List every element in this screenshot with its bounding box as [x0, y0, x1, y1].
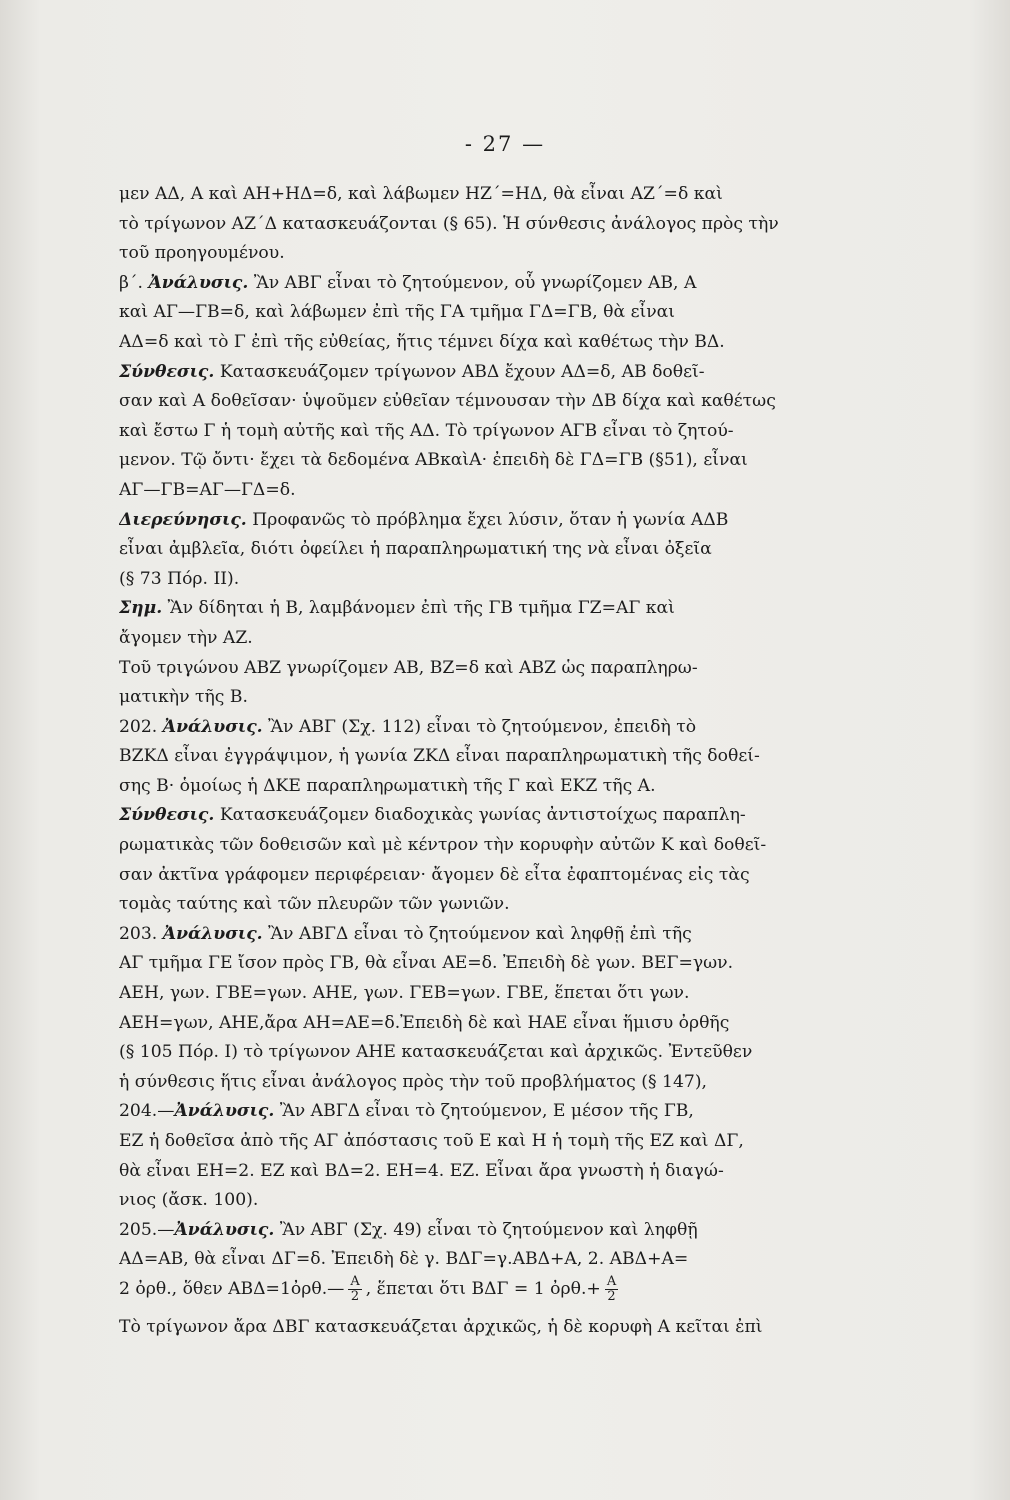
text-line — [119, 1127, 879, 1157]
paragraph-prefix: β΄. — [119, 272, 149, 293]
text-line — [119, 1068, 879, 1098]
line-text: Προφανῶς τὸ πρόβλημα ἔχει λύσιν, ὅταν ἡ γωνία ΑΔΒ — [246, 509, 729, 530]
line-text: σαν ἀκτῖνα γράφομεν περιφέρειαν· ἄγομεν δὲ εἶτα ἐφαπτομένας εἰς τὰς — [119, 864, 750, 885]
text-line — [119, 1216, 879, 1246]
line-text: Ἂν ΑΒΓ (Σχ. 49) εἶναι τὸ ζητούμενον καὶ ληφθῇ — [274, 1219, 698, 1240]
page-number: - 27 — — [464, 132, 546, 156]
line-text: Κατασκευάζομεν διαδοχικὰς γωνίας ἀντιστοίχως παραπλη- — [214, 805, 746, 826]
fraction-denominator: 2 — [350, 1288, 360, 1304]
text-line — [119, 358, 879, 388]
text-line — [119, 594, 879, 624]
text-line — [119, 1186, 879, 1216]
text-line — [119, 210, 879, 240]
text-line — [119, 713, 879, 743]
text-line — [119, 683, 879, 713]
text-lines — [119, 180, 879, 1275]
section-heading: Σημ. — [119, 598, 163, 619]
line-text: Ἂν ΑΒΓ εἶναι τὸ ζητούμενον, οὗ γνωρίζομεν ΑΒ, Α — [248, 272, 697, 293]
text-line — [119, 269, 879, 299]
text-line — [119, 772, 879, 802]
line-text: μεν ΑΔ, Α καὶ ΑΗ+ΗΔ=δ, καὶ λάβωμεν ΗΖ΄=ΗΔ, θὰ εἶναι ΑΖ΄=δ καὶ — [119, 184, 723, 204]
text-line — [119, 654, 879, 684]
body-text — [119, 180, 879, 1342]
line-text: Ἂν ΑΒΓΔ εἶναι τὸ ζητούμενον, Ε μέσον τῆς ΓΒ, — [274, 1101, 694, 1122]
line-text: ἡ σύνθεσις ἥτις εἶναι ἀνάλογος πρὸς τὴν τοῦ προβλήματος (§ 147), — [119, 1071, 708, 1092]
formula-part-2: , ἕπεται ὅτι ΒΔΓ = 1 ὀρθ.+ — [365, 1278, 601, 1299]
line-text: μενον. Τῷ ὄντι· ἔχει τὰ δεδομένα ΑΒκαὶΑ· ἐπειδὴ δὲ ΓΔ=ΓΒ (§51), εἶναι — [119, 450, 748, 471]
line-text: καὶ ΑΓ—ΓΒ=δ, καὶ λάβωμεν ἐπὶ τῆς ΓΑ τμῆμα ΓΔ=ΓΒ, θὰ εἶναι — [119, 302, 676, 323]
section-heading: Ἀνάλυσις. — [174, 1219, 275, 1240]
line-text: τομὰς ταύτης καὶ τῶν πλευρῶν τῶν γωνιῶν. — [119, 894, 510, 915]
text-line — [119, 328, 879, 358]
line-text: σαν καὶ Α δοθεῖσαν· ὑψοῦμεν εὐθεῖαν τέμνουσαν τὴν ΔΒ δίχα καὶ καθέτως — [119, 391, 776, 412]
fraction-denominator: 2 — [607, 1288, 616, 1304]
line-text: ρωματικὰς τῶν δοθεισῶν καὶ μὲ κέντρον τὴν κορυφὴν αὐτῶν Κ καὶ δοθεῖ- — [119, 835, 767, 856]
line-text: Ἂν δίδηται ἡ Β, λαμβάνομεν ἐπὶ τῆς ΓΒ τμῆμα ΓΖ=ΑΓ καὶ — [162, 598, 675, 619]
text-line — [119, 506, 879, 536]
line-text: ΒΖΚΔ εἶναι ἐγγράψιμον, ἡ γωνία ΖΚΔ εἶναι παραπληρωματικὴ τῆς δοθεί- — [119, 746, 760, 767]
section-heading: Σύνθεσις. — [119, 361, 215, 382]
line-text: ΑΕΗ, γων. ΓΒΕ=γων. ΑΗΕ, γων. ΓΕΒ=γων. ΓΒΕ, ἕπεται ὅτι γων. — [119, 983, 690, 1004]
fraction-a-over-2-second — [605, 1275, 618, 1304]
line-text: Ἂν ΑΒΓΔ εἶναι τὸ ζητούμενον καὶ ληφθῇ ἐπὶ τῆς — [262, 923, 692, 944]
line-text: ΑΓ τμῆμα ΓΕ ἴσον πρὸς ΓΒ, θὰ εἶναι ΑΕ=δ. Ἐπειδὴ δὲ γων. ΒΕΓ=γων. — [119, 953, 734, 974]
text-line — [119, 979, 879, 1009]
text-line — [119, 920, 879, 950]
line-text: ματικὴν τῆς Β. — [119, 687, 248, 708]
text-line — [119, 742, 879, 772]
line-text: ἄγομεν τὴν ΑΖ. — [119, 627, 253, 648]
section-heading: Ἀνάλυσις. — [174, 1101, 275, 1122]
text-line — [119, 890, 879, 920]
fraction-numerator: Α — [350, 1274, 360, 1289]
line-text: ΕΖ ἡ δοθεῖσα ἀπὸ τῆς ΑΓ ἀπόστασις τοῦ Ε καὶ Η ἡ τομὴ τῆς ΕΖ καὶ ΔΓ, — [119, 1131, 744, 1151]
paragraph-prefix: 202. — [119, 716, 163, 737]
section-heading: Σύνθεσις. — [119, 805, 215, 826]
text-line — [119, 861, 879, 891]
text-line — [119, 180, 879, 210]
line-text: νιος (ἄσκ. 100). — [119, 1190, 259, 1211]
text-line — [119, 1009, 879, 1039]
text-line — [119, 1038, 879, 1068]
line-text: καὶ ἔστω Γ ἡ τομὴ αὐτῆς καὶ τῆς ΑΔ. Τὸ τρίγωνον ΑΓΒ εἶναι τὸ ζητού- — [119, 420, 734, 441]
paragraph-prefix: 205.— — [119, 1219, 175, 1240]
text-line — [119, 949, 879, 979]
text-line — [119, 535, 879, 565]
text-line — [119, 565, 879, 595]
line-text: ΑΕΗ=γων, ΑΗΕ,ἄρα ΑΗ=ΑΕ=δ.Ἐπειδὴ δὲ καὶ ΗΑΕ εἶναι ἥμισυ ὀρθῆς — [119, 1012, 730, 1033]
section-heading: Ἀνάλυσις. — [162, 923, 263, 944]
paragraph-prefix: 204.— — [119, 1101, 175, 1122]
section-heading: Διερεύνησις. — [119, 509, 247, 530]
formula-part-1: 2 ὀρθ., ὅθεν ΑΒΔ=1ὀρθ.— — [119, 1278, 345, 1299]
last-text-line: Τὸ τρίγωνον ἄρα ΔΒΓ κατασκευάζεται ἀρχικῶς, ἡ δὲ κορυφὴ Α κεῖται ἐπὶ — [119, 1316, 763, 1337]
text-line — [119, 624, 879, 654]
line-text: σης Β· ὁμοίως ἡ ΔΚΕ παραπληρωματικὴ τῆς Γ καὶ ΕΚΖ τῆς Α. — [119, 775, 656, 796]
line-text: Ἂν ΑΒΓ (Σχ. 112) εἶναι τὸ ζητούμενον, ἐπειδὴ τὸ — [262, 716, 697, 737]
section-heading: Ἀνάλυσις. — [148, 272, 249, 293]
line-text: Κατασκευάζομεν τρίγωνον ΑΒΔ ἔχουν ΑΔ=δ, ΑΒ δοθεῖ- — [214, 361, 705, 382]
text-line — [119, 831, 879, 861]
line-text: Τοῦ τριγώνου ΑΒΖ γνωρίζομεν ΑΒ, ΒΖ=δ καὶ ΑΒΖ ὡς παραπληρω- — [119, 657, 698, 678]
fraction-a-over-2 — [348, 1275, 361, 1304]
paragraph-prefix: 203. — [119, 923, 163, 944]
line-text: εἶναι ἀμβλεῖα, διότι ὀφείλει ἡ παραπληρωματική της νὰ εἶναι ὀξεῖα — [119, 539, 712, 560]
line-text: ΑΔ=ΑΒ, θὰ εἶναι ΔΓ=δ. Ἐπειδὴ δὲ γ. ΒΔΓ=γ.ΑΒΔ+Α, 2. ΑΒΔ+Α= — [119, 1249, 689, 1270]
formula-line — [119, 1275, 879, 1305]
text-line — [119, 1157, 879, 1187]
line-text: τοῦ προηγουμένου. — [119, 243, 285, 264]
line-text: θὰ εἶναι ΕΗ=2. ΕΖ καὶ ΒΔ=2. ΕΗ=4. ΕΖ. Εἶναι ἄρα γνωστὴ ἡ διαγώ- — [119, 1160, 724, 1181]
line-text: (§ 105 Πόρ. Ι) τὸ τρίγωνον ΑΗΕ κατασκευάζεται καὶ ἀρχικῶς. Ἐντεῦθεν — [119, 1042, 753, 1063]
text-line — [119, 476, 879, 506]
text-line — [119, 801, 879, 831]
text-line — [119, 298, 879, 328]
text-line — [119, 1097, 879, 1127]
text-line — [119, 446, 879, 476]
text-line — [119, 387, 879, 417]
line-text: (§ 73 Πόρ. ΙΙ). — [119, 568, 240, 589]
text-line — [119, 417, 879, 447]
section-heading: Ἀνάλυσις. — [162, 716, 263, 737]
line-text: τὸ τρίγωνον ΑΖ΄Δ κατασκευάζονται (§ 65). Ἡ σύνθεσις ἀνάλογος πρὸς τὴν — [119, 213, 779, 234]
text-line — [119, 1245, 879, 1275]
fraction-numerator: Α — [606, 1274, 617, 1289]
line-text: ΑΓ—ΓΒ=ΑΓ—ΓΔ=δ. — [119, 479, 296, 500]
line-text: ΑΔ=δ καὶ τὸ Γ ἐπὶ τῆς εὐθείας, ἥτις τέμνει δίχα καὶ καθέτως τὴν ΒΔ. — [119, 331, 725, 352]
text-line — [119, 239, 879, 269]
